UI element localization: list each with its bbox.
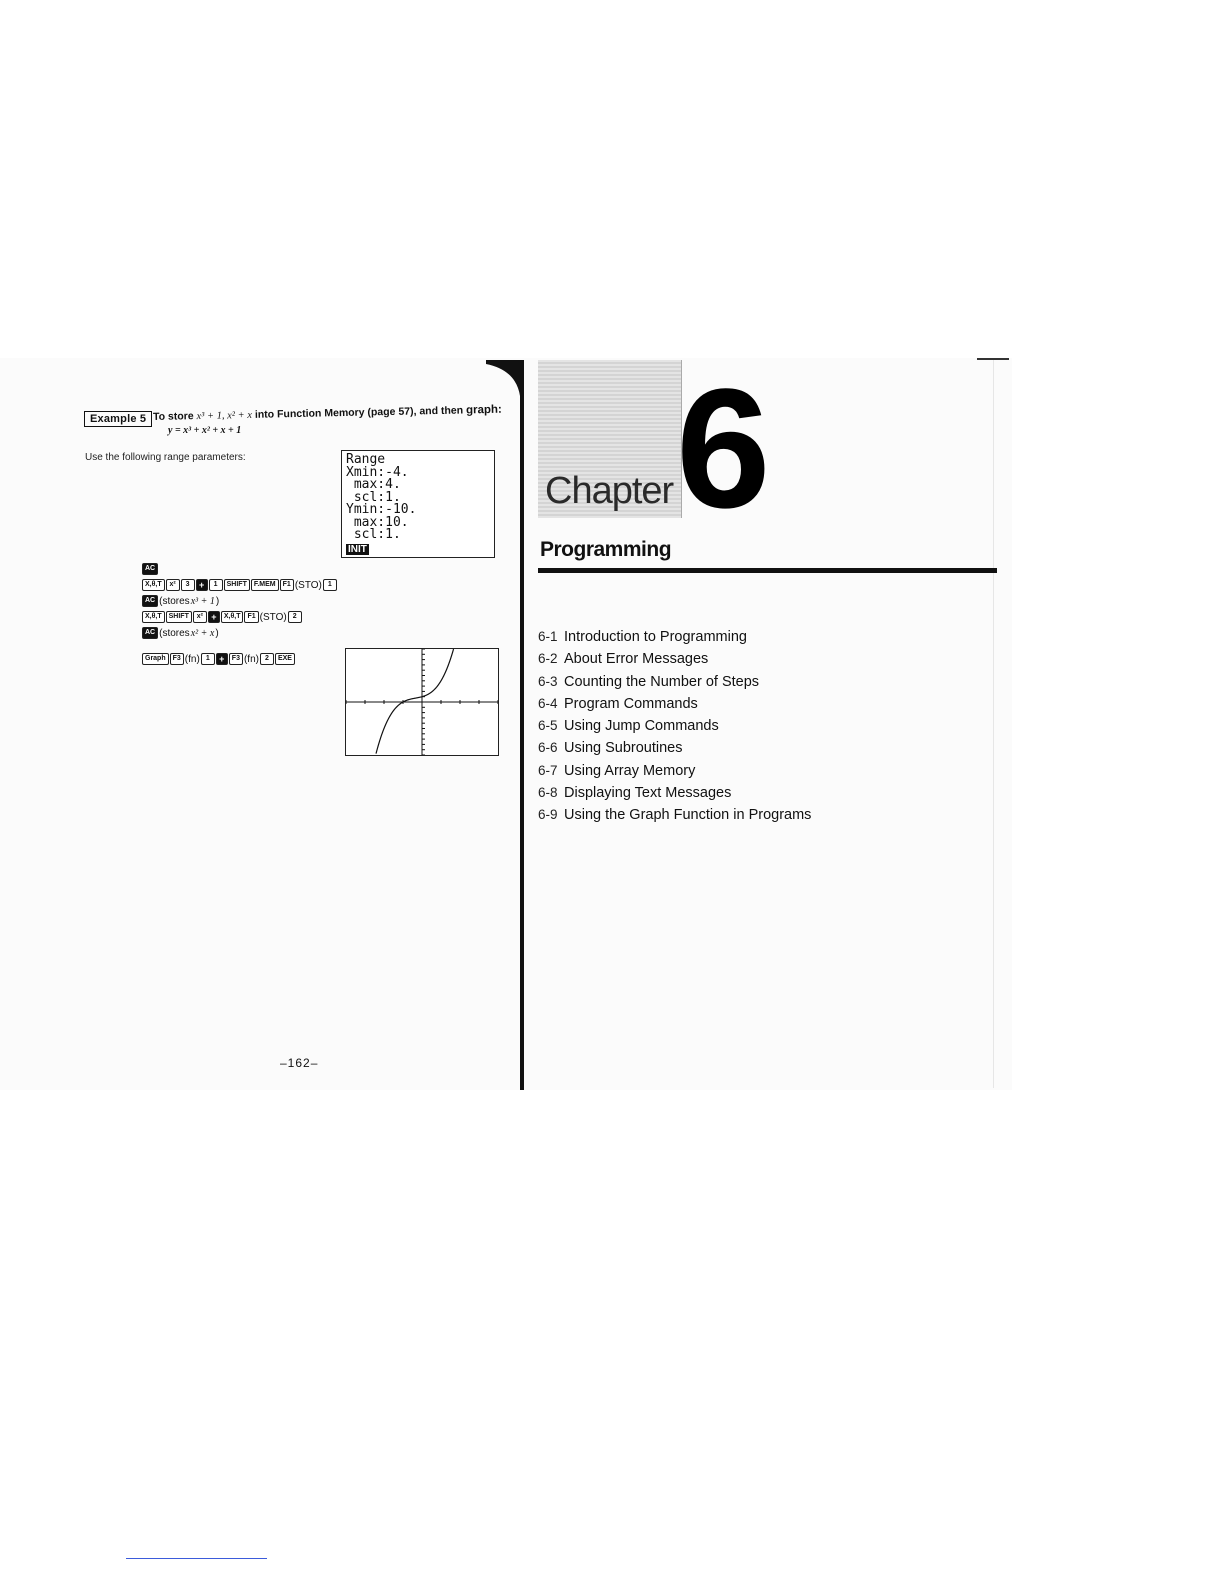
key-row-6 (142, 651, 342, 667)
fmem-key-icon: F.MEM (251, 579, 279, 591)
toc-number: 6-3 (538, 673, 558, 689)
toc-item[interactable] (538, 629, 811, 651)
plus-key-icon: + (196, 579, 208, 591)
range-screen (341, 450, 495, 558)
sto-label: (STO) (259, 611, 287, 623)
toc-item[interactable] (538, 651, 811, 673)
fn-label: (fn) (184, 653, 200, 665)
toc-number: 6-8 (538, 785, 558, 801)
ac-key-icon: AC (142, 627, 158, 639)
ac-key-icon: AC (142, 563, 158, 575)
two-key-icon: 2 (288, 611, 302, 623)
chapter-number: 6 (676, 354, 771, 544)
link-underline (126, 1558, 267, 1559)
toc-item[interactable] (538, 674, 811, 696)
toc-title: Using Jump Commands (564, 718, 719, 735)
toc-item[interactable] (538, 718, 811, 740)
one-key-icon: 1 (323, 579, 337, 591)
toc-title: Using the Graph Function in Programs (564, 807, 812, 824)
range-line: Ymin:-10. (346, 502, 417, 517)
chapter-word: Chapter (545, 470, 674, 512)
sto-label: (STO) (294, 579, 322, 591)
stores-expression: x² + x (190, 627, 215, 639)
exe-key-icon: EXE (275, 653, 295, 665)
stores-text: (stores (159, 595, 190, 607)
f1-key-icon: F1 (280, 579, 294, 591)
ac-key-icon: AC (142, 595, 158, 607)
key-row-1 (142, 561, 342, 577)
heading-part-3: graph: (465, 403, 502, 417)
stores-close: ) (215, 627, 219, 639)
toc-title: About Error Messages (564, 651, 709, 668)
equation: y = x³ + x² + x + 1 (168, 425, 242, 436)
toc-number: 6-9 (538, 807, 558, 823)
toc-number: 6-6 (538, 740, 558, 756)
range-line: Range (346, 452, 386, 467)
init-label: INIT (348, 543, 367, 555)
table-of-contents (538, 629, 811, 830)
function-graph (346, 649, 498, 755)
stores-expression: x³ + 1 (190, 595, 215, 607)
toc-item[interactable] (538, 785, 811, 807)
xthetat-key-icon: X,θ,T (142, 579, 165, 591)
range-line: max:10. (346, 514, 409, 530)
graph-screen (345, 648, 499, 756)
page-number: –162– (280, 1056, 319, 1070)
stores-text: (stores (159, 627, 190, 639)
toc-number: 6-1 (538, 629, 558, 644)
toc-item[interactable] (538, 740, 811, 762)
square-key-icon: x² (166, 579, 180, 591)
toc-item[interactable] (538, 696, 811, 718)
square-key-icon: x² (193, 611, 207, 623)
two-key-icon: 2 (260, 653, 274, 665)
key-row-2 (142, 577, 342, 593)
heading-formula: x³ + 1, x² + x (196, 409, 253, 423)
stores-close: ) (215, 595, 220, 607)
toc-title: Using Subroutines (564, 740, 683, 757)
right-edge-line (993, 360, 994, 1088)
example-label: Example 5 (84, 411, 152, 427)
f1-key-icon: F1 (244, 611, 258, 623)
plus-key-icon: + (216, 653, 228, 665)
graph-key-icon: Graph (142, 653, 169, 665)
shift-key-icon: SHIFT (224, 579, 250, 591)
f3-key-icon: F3 (229, 653, 243, 665)
heading-part-1: To store (152, 410, 197, 423)
fn-label: (fn) (243, 653, 259, 665)
xthetat-key-icon: X,θ,T (142, 611, 165, 623)
scanned-page-spread (0, 354, 1012, 1090)
key-row-3 (142, 593, 342, 609)
toc-number: 6-2 (538, 651, 558, 667)
toc-title: Displaying Text Messages (564, 785, 732, 802)
xthetat-key-icon: X,θ,T (221, 611, 244, 623)
shift-key-icon: SHIFT (166, 611, 192, 623)
f3-key-icon: F3 (170, 653, 184, 665)
toc-number: 6-4 (538, 695, 558, 711)
toc-item[interactable] (538, 807, 811, 829)
toc-item[interactable] (538, 763, 811, 785)
chapter-title: Programming (540, 538, 672, 561)
function-curve (376, 649, 454, 754)
toc-title: Introduction to Programming (564, 629, 747, 645)
key-sequences (142, 561, 342, 667)
range-line: scl:1. (346, 527, 401, 542)
toc-number: 6-5 (538, 718, 558, 734)
one-key-icon: 1 (209, 579, 223, 591)
title-rule (538, 568, 997, 573)
toc-title: Counting the Number of Steps (564, 673, 760, 690)
range-instruction: Use the following range parameters: (85, 452, 246, 463)
heading-part-2: into Function Memory (page 57), and then (251, 404, 467, 421)
one-key-icon: 1 (201, 653, 215, 665)
key-row-5 (142, 625, 342, 641)
plus-key-icon: + (208, 611, 220, 623)
three-key-icon: 3 (181, 579, 195, 591)
key-row-4 (142, 609, 342, 625)
range-line: max:4. (346, 477, 401, 492)
page-spine (520, 360, 524, 1090)
range-line: Xmin:-4. (346, 464, 409, 480)
toc-title: Using Array Memory (564, 762, 696, 779)
toc-title: Program Commands (564, 695, 698, 712)
toc-number: 6-7 (538, 762, 558, 778)
range-line: scl:1. (346, 489, 401, 505)
